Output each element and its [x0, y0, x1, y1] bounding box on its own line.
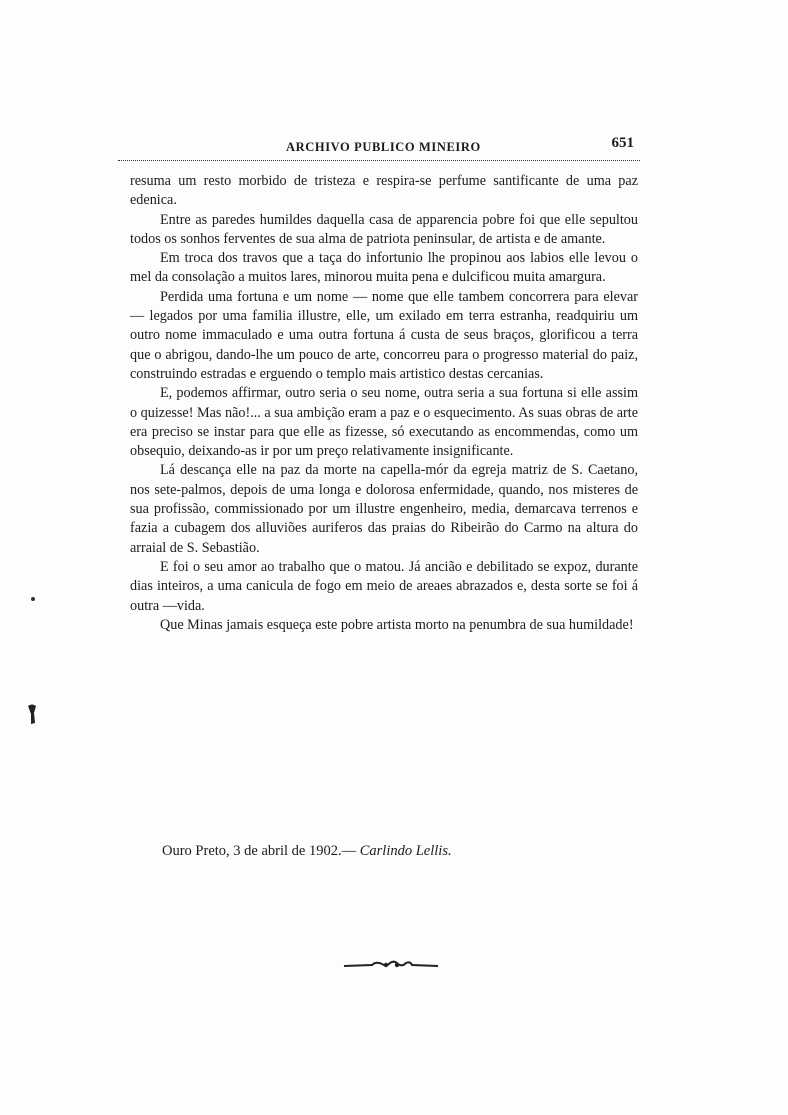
body-text [130, 172, 638, 635]
paragraph-2: Entre as paredes humildes daquella casa de apparencia pobre foi que elle sepultou todos os sonhos ferventes de sua alma de patriota peninsular, de artista e de amante. [130, 211, 638, 247]
header-rule [118, 160, 640, 161]
signature-line [162, 843, 452, 860]
paragraph-5: E, podemos affirmar, outro seria o seu nome, outra seria a sua fortuna si elle assim o quizesse! Mas não!... a sua ambição eram a paz e o esquecimento. As suas obras de arte era preciso se instar para que elle as fizesse, só executando as encommendas, como um obsequio, deixando-as ir por um preço relativamente insignificante. [130, 385, 638, 460]
paragraph-7: E foi o seu amor ao trabalho que o matou. Já ancião e debilitado se expoz, durante dias inteiros, a uma canicula de fogo em meio de areaes abrazados e, desta sorte se foi á outra —vida. [130, 558, 638, 614]
paragraph-4: Perdida uma fortuna e um nome — nome que elle tambem concorrera para elevar — legados por uma familia illustre, elle, um exilado em terra estranha, readquiriu um outro nome immaculado e uma outra fortuna á custa de seus braços, glorificou a terra que o abrigou, dando-lhe um pouco de arte, concorreu para o progresso material do paiz, construindo estradas e erguendo o templo mais artistico destas cercanias. [130, 288, 638, 382]
author-name: Carlindo Lellis. [359, 843, 452, 859]
end-ornament [342, 958, 440, 972]
margin-dot-mark [31, 597, 35, 601]
place-date: Ouro Preto, 3 de abril de 1902.— [162, 843, 357, 859]
page-header [118, 130, 640, 160]
running-title: ARCHIVO PUBLICO MINEIRO [286, 140, 481, 154]
page-number: 651 [611, 135, 634, 151]
paragraph-6: Lá descança elle na paz da morte na capella-mór da egreja matriz de S. Caetano, nos sete-palmos, depois de uma longa e dolorosa enfermidade, quando, nos misteres de sua profissão, commissionado por um illustre engenheiro, media, demarcava terrenos e fazia a cubagem dos alluviões auriferos das praias do Ribeirão do Carmo na altura do arraial de S. Sebastião. [130, 462, 638, 556]
paragraph-3: Em troca dos travos que a taça do infortunio lhe propinou aos labios elle levou o mel da consolação a muitos lares, minorou muita pena e dulcificou muita amargura. [130, 250, 638, 286]
margin-pointer-mark [26, 703, 38, 725]
paragraph-1: resuma um resto morbido de tristeza e respira-se perfume santificante de uma paz edenica. [130, 173, 638, 209]
paragraph-8: Que Minas jamais esqueça este pobre artista morto na penumbra de sua humildade! [160, 616, 634, 633]
